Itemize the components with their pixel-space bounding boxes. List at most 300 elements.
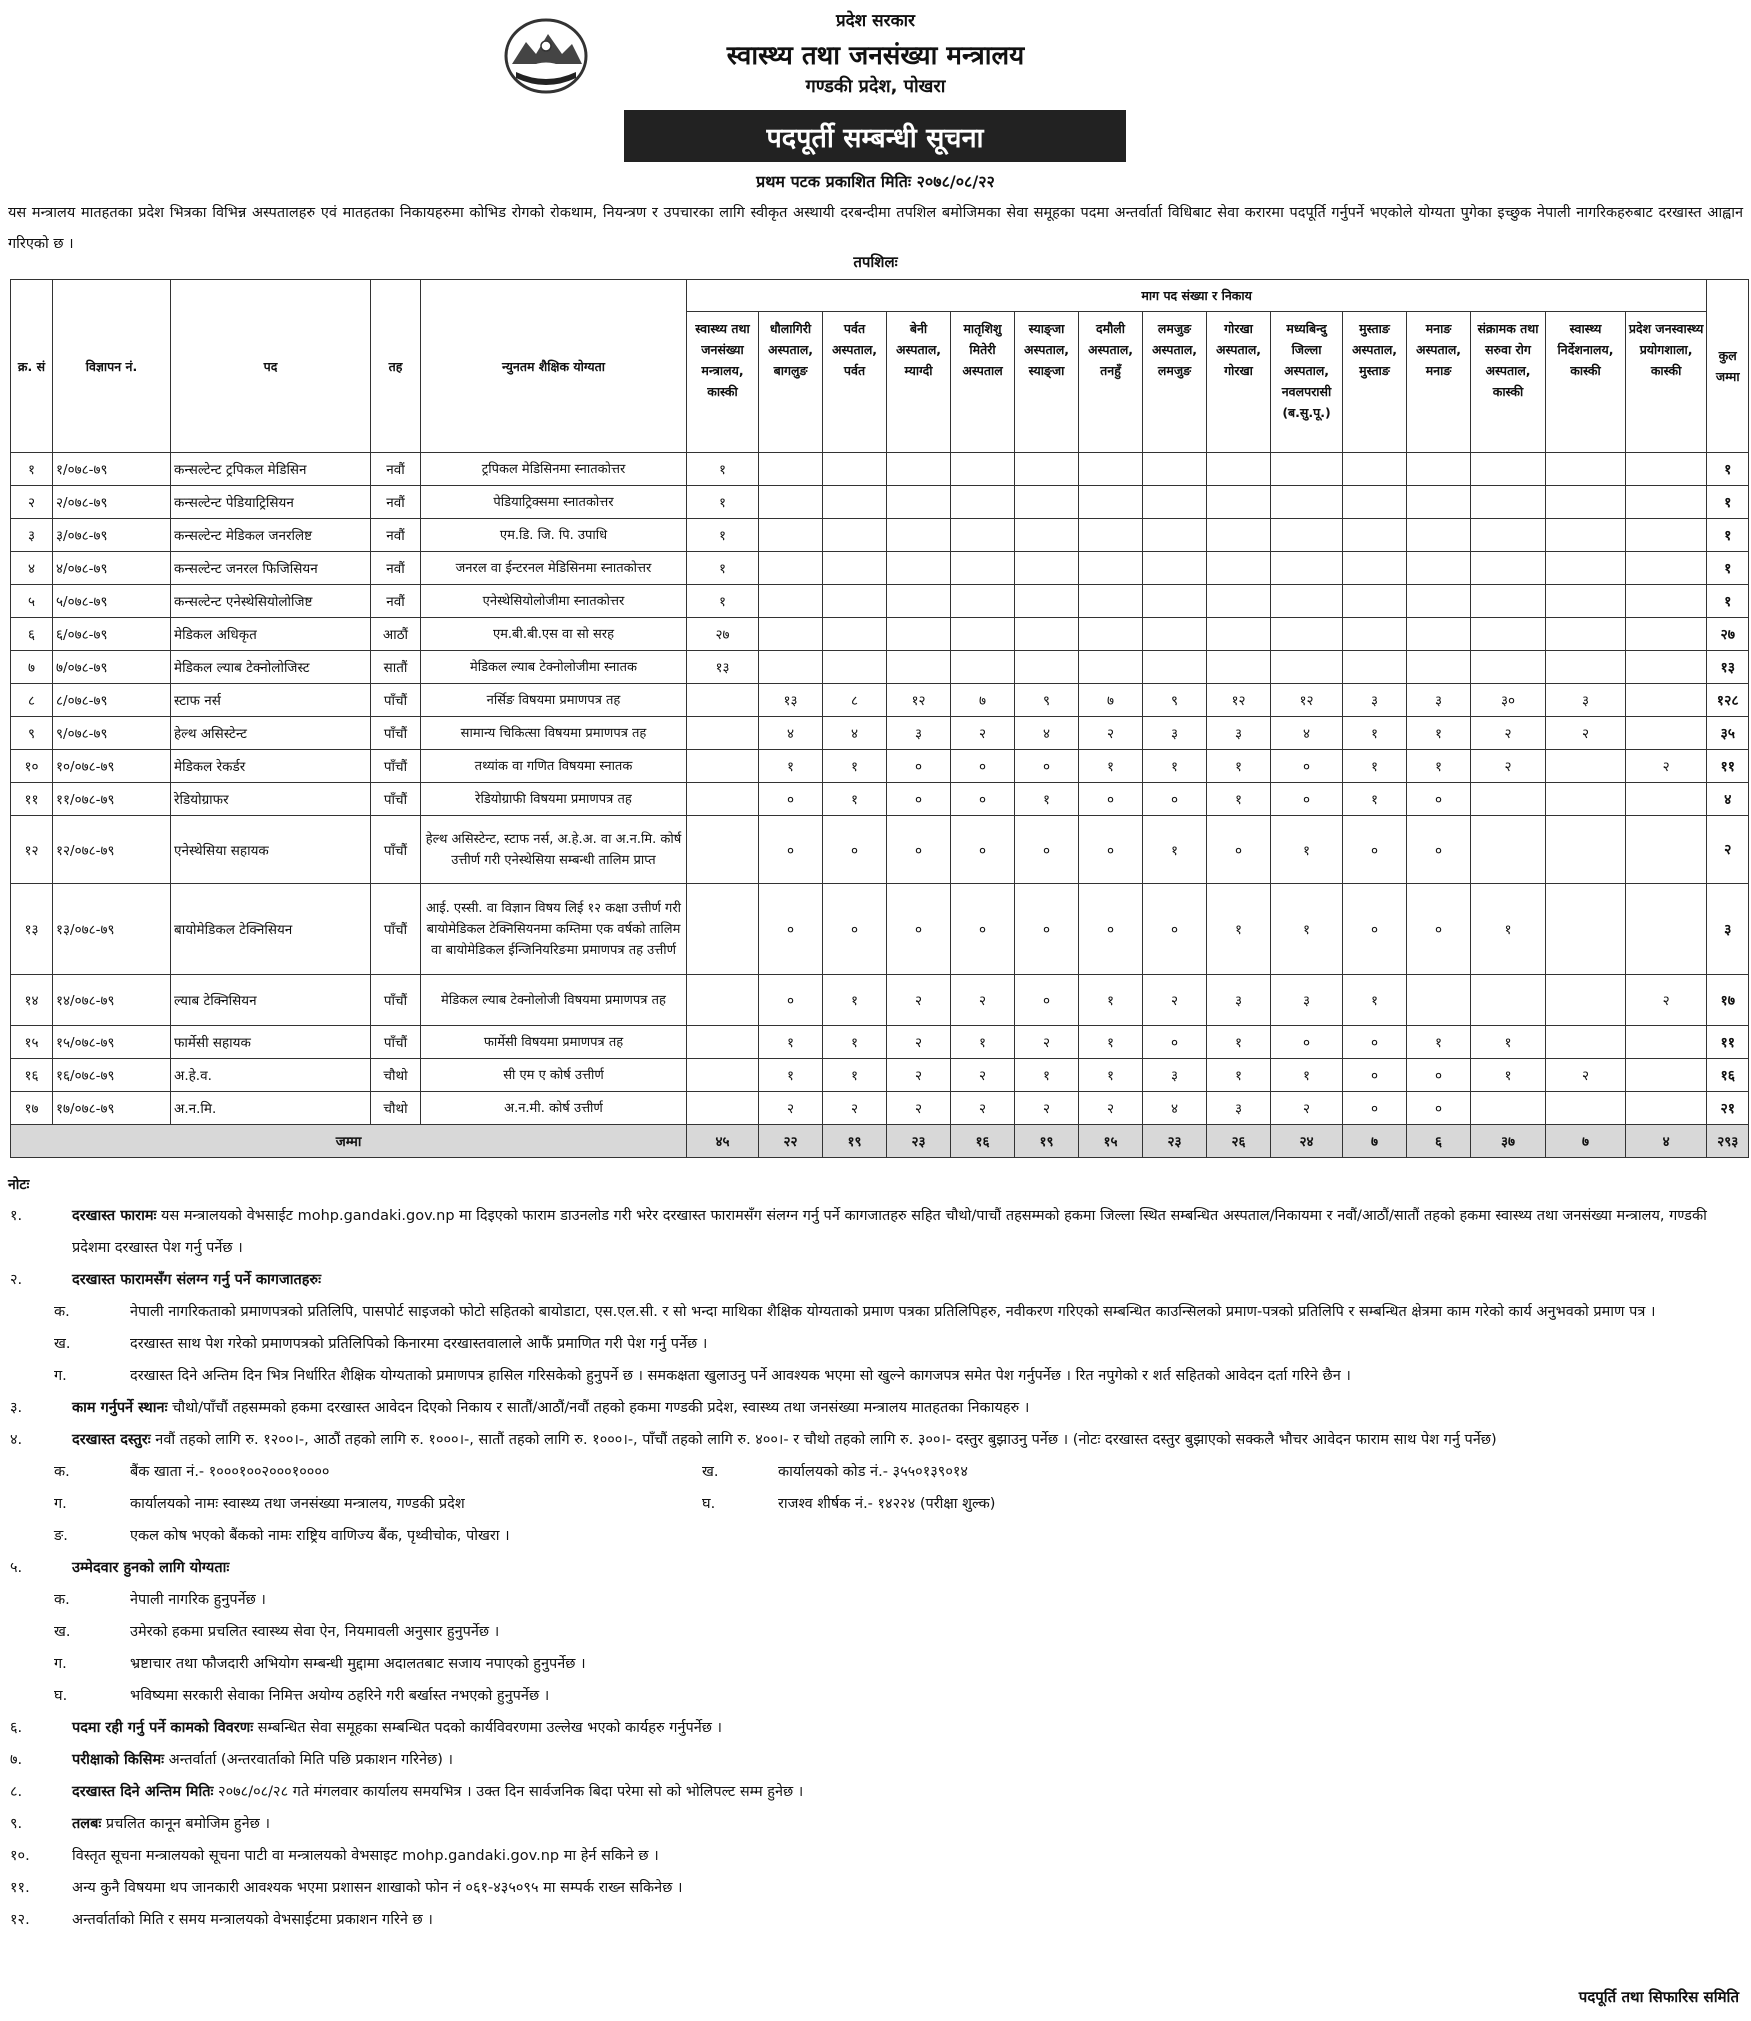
post-count: [687, 684, 759, 717]
post-count: २: [951, 717, 1015, 750]
notes-title: नोटः: [8, 1177, 30, 1193]
post-name: ल्याब टेक्निसियन: [171, 975, 371, 1026]
table-row: [11, 1026, 1749, 1059]
office-header: मुस्ताङ अस्पताल, मुस्ताङ: [1343, 312, 1407, 453]
post-count: [1143, 651, 1207, 684]
post-count: [823, 552, 887, 585]
serial-number: १२: [11, 816, 53, 884]
post-count: [887, 618, 951, 651]
post-count: [1343, 585, 1407, 618]
note-6: [10, 1712, 1745, 1744]
post-count: [1143, 552, 1207, 585]
post-count: [687, 717, 759, 750]
post-count: ०: [887, 816, 951, 884]
post-count: [823, 585, 887, 618]
note-8: [10, 1776, 1745, 1808]
committee-signature: पदपूर्ति तथा सिफारिस समिति: [1578, 1988, 1739, 2006]
note-number: ७.: [10, 1752, 23, 1768]
post-count: [1471, 1092, 1546, 1125]
post-count: [1546, 975, 1626, 1026]
post-count: १: [1471, 1026, 1546, 1059]
post-count: [1626, 1092, 1707, 1125]
post-count: [1015, 486, 1079, 519]
office-name: कार्यालयको नामः स्वास्थ्य तथा जनसंख्या मन्त्रालय, गण्डकी प्रदेश: [130, 1496, 465, 1512]
vacancy-table: [10, 279, 1749, 1158]
item-text: नेपाली नागरिक हुनुपर्नेछ ।: [130, 1592, 266, 1608]
item-letter: क.: [54, 1592, 70, 1608]
post-count: ०: [951, 884, 1015, 975]
post-level: नवौं: [371, 585, 421, 618]
post-count: १: [1207, 783, 1271, 816]
post-count: १: [823, 750, 887, 783]
qualification: एनेस्थेसियोलोजीमा स्नातकोत्तर: [421, 585, 687, 618]
note-2-item: [10, 1296, 1745, 1328]
note-number: ६.: [10, 1720, 23, 1736]
post-count: १: [823, 975, 887, 1026]
note-2-item: [10, 1360, 1745, 1392]
note-2-item: [10, 1328, 1745, 1360]
post-count: [1626, 783, 1707, 816]
row-total: ११: [1707, 1026, 1749, 1059]
post-count: १: [1271, 816, 1343, 884]
post-count: [1546, 783, 1626, 816]
post-count: ७: [951, 684, 1015, 717]
ad-number: १५/०७८-७९: [53, 1026, 171, 1059]
header-ad-no: विज्ञापन नं.: [53, 280, 171, 453]
post-count: ८: [823, 684, 887, 717]
post-count: [1207, 519, 1271, 552]
column-total: ६: [1407, 1125, 1471, 1158]
post-count: २: [951, 975, 1015, 1026]
note-heading: पदमा रही गर्नु पर्ने कामको विवरणः: [72, 1720, 254, 1736]
table-row: [11, 453, 1749, 486]
office-header: प्रदेश जनस्वास्थ्य प्रयोगशाला, कास्की: [1626, 312, 1707, 453]
item-letter: घ.: [54, 1688, 68, 1704]
post-count: ३: [1546, 684, 1626, 717]
item-letter: ख.: [54, 1624, 71, 1640]
post-count: [1546, 585, 1626, 618]
post-level: पाँचौं: [371, 884, 421, 975]
post-name: मेडिकल ल्याब टेक्नोलोजिस्ट: [171, 651, 371, 684]
post-count: [1546, 750, 1626, 783]
note-text: अन्तर्वार्ताको मिति र समय मन्त्रालयको वेभसाईटमा प्रकाशन गरिने छ ।: [72, 1912, 433, 1928]
post-count: १: [687, 453, 759, 486]
post-count: २: [823, 1092, 887, 1125]
post-count: २: [1271, 1092, 1343, 1125]
qualification: एम.बी.बी.एस वा सो सरह: [421, 618, 687, 651]
post-count: [759, 486, 823, 519]
ad-number: ५/०७८-७९: [53, 585, 171, 618]
post-name: कन्सल्टेन्ट एनेस्थेसियोलोजिष्ट: [171, 585, 371, 618]
header-total: कुल जम्मा: [1707, 280, 1749, 453]
post-count: ०: [1271, 1026, 1343, 1059]
row-total: १: [1707, 585, 1749, 618]
fee-detail-row: [10, 1520, 1745, 1552]
post-count: [1546, 884, 1626, 975]
serial-number: २: [11, 486, 53, 519]
post-count: २: [887, 1026, 951, 1059]
post-count: ३: [1143, 717, 1207, 750]
post-count: ०: [1079, 884, 1143, 975]
post-count: १: [759, 1026, 823, 1059]
post-count: [687, 1026, 759, 1059]
table-row: [11, 717, 1749, 750]
column-total: २६: [1207, 1125, 1271, 1158]
qualification: अ.न.मी. कोर्ष उत्तीर्ण: [421, 1092, 687, 1125]
qualification: नर्सिङ विषयमा प्रमाणपत्र तह: [421, 684, 687, 717]
note-heading: उम्मेदवार हुनको लागि योग्यताः: [72, 1560, 230, 1576]
post-count: २: [1015, 1092, 1079, 1125]
post-count: [1407, 519, 1471, 552]
post-count: [1546, 453, 1626, 486]
post-count: [1143, 585, 1207, 618]
office-header: पर्वत अस्पताल, पर्वत: [823, 312, 887, 453]
post-count: ३: [1207, 975, 1271, 1026]
item-letter: ख.: [54, 1336, 71, 1352]
post-count: [1343, 552, 1407, 585]
note-text: चौथो/पाँचौं तहसम्मको हकमा दरखास्त आवेदन दिएको निकाय र सातौं/आठौं/नवौं तहको हकमा गण्डकी प्रदेश, स्वास्थ्य तथा जनसंख्या मन्त्रालय मातहतका निकायहरु ।: [167, 1400, 1030, 1416]
post-count: ०: [1343, 1026, 1407, 1059]
item-text: नेपाली नागरिकताको प्रमाणपत्रको प्रतिलिपि, पासपोर्ट साइजको फोटो सहितको बायोडाटा, एस.एल.सी. र सो भन्दा माथिका शैक्षिक योग्यताको प्रमाण पत्रका प्रतिलिपिहरु, नवीकरण गरिएको सम्बन्धित काउन्सिलको प्रमाण-पत्रको प्रतिलिपि र सम्बन्धित क्षेत्रमा काम गरेको कार्य अनुभवको प्रमाण पत्र ।: [130, 1304, 1656, 1320]
post-count: [1015, 453, 1079, 486]
post-count: [687, 1092, 759, 1125]
post-count: [1271, 519, 1343, 552]
post-count: ०: [887, 783, 951, 816]
table-row: [11, 519, 1749, 552]
post-count: [1626, 519, 1707, 552]
post-count: १: [1079, 1059, 1143, 1092]
post-count: [823, 486, 887, 519]
post-count: [1079, 585, 1143, 618]
note-text: अन्तर्वार्ता (अन्तरवार्ताको मिति पछि प्रकाशन गरिनेछ) ।: [164, 1752, 453, 1768]
post-count: २: [887, 1059, 951, 1092]
note-number: १२.: [10, 1912, 30, 1928]
post-count: [1471, 519, 1546, 552]
post-count: [1271, 486, 1343, 519]
item-letter: घ.: [702, 1496, 716, 1512]
post-count: ३: [1143, 1059, 1207, 1092]
post-count: ४: [759, 717, 823, 750]
note-number: ५.: [10, 1560, 23, 1576]
post-count: [1143, 486, 1207, 519]
post-count: १: [1343, 975, 1407, 1026]
post-count: [687, 783, 759, 816]
office-header: स्वास्थ्य निर्देशनालय, कास्की: [1546, 312, 1626, 453]
post-count: १२: [1207, 684, 1271, 717]
post-count: ०: [759, 816, 823, 884]
post-count: [1015, 519, 1079, 552]
post-count: २: [1626, 975, 1707, 1026]
row-total: ११: [1707, 750, 1749, 783]
post-count: १: [823, 1059, 887, 1092]
post-count: [951, 585, 1015, 618]
serial-number: १३: [11, 884, 53, 975]
post-count: ०: [1015, 884, 1079, 975]
post-count: १: [1143, 816, 1207, 884]
row-total: २७: [1707, 618, 1749, 651]
ad-number: १२/०७८-७९: [53, 816, 171, 884]
qualification: ट्रपिकल मेडिसिनमा स्नातकोत्तर: [421, 453, 687, 486]
post-count: १: [1407, 717, 1471, 750]
note-text: अन्य कुनै विषयमा थप जानकारी आवश्यक भएमा प्रशासन शाखाको फोन नं ०६१-४३५०९५ मा सम्पर्क राख्न सकिनेछ ।: [72, 1880, 683, 1896]
table-row: [11, 750, 1749, 783]
post-count: [1079, 618, 1143, 651]
post-count: [1546, 651, 1626, 684]
post-name: फार्मेसी सहायक: [171, 1026, 371, 1059]
ministry-name: स्वास्थ्य तथा जनसंख्या मन्त्रालय: [726, 41, 1025, 71]
post-count: २: [951, 1092, 1015, 1125]
post-count: [1207, 651, 1271, 684]
post-count: १२: [1271, 684, 1343, 717]
office-header: मातृशिशु मितेरी अस्पताल: [951, 312, 1015, 453]
post-count: [951, 651, 1015, 684]
table-row: [11, 816, 1749, 884]
item-letter: ख.: [702, 1464, 719, 1480]
post-name: मेडिकल अधिकृत: [171, 618, 371, 651]
ad-number: ४/०७८-७९: [53, 552, 171, 585]
post-level: नवौं: [371, 552, 421, 585]
office-header: मनाङ अस्पताल, मनाङ: [1407, 312, 1471, 453]
column-total: १६: [951, 1125, 1015, 1158]
qualification: एम.डि. जि. पि. उपाधि: [421, 519, 687, 552]
serial-number: १७: [11, 1092, 53, 1125]
office-header: बेनी अस्पताल, म्याग्दी: [887, 312, 951, 453]
post-count: [1626, 1026, 1707, 1059]
post-count: २: [1079, 1092, 1143, 1125]
post-count: ०: [1271, 783, 1343, 816]
post-count: १: [1207, 1026, 1271, 1059]
post-count: १: [1015, 783, 1079, 816]
header-post: पद: [171, 280, 371, 453]
post-count: ३: [1407, 684, 1471, 717]
post-count: [951, 519, 1015, 552]
post-count: ०: [1079, 783, 1143, 816]
notes-list: [10, 1200, 1745, 1936]
post-count: [1471, 651, 1546, 684]
post-count: [759, 618, 823, 651]
post-count: १२: [887, 684, 951, 717]
post-count: २: [1143, 975, 1207, 1026]
serial-number: ८: [11, 684, 53, 717]
post-count: ०: [1407, 1092, 1471, 1125]
post-count: [887, 651, 951, 684]
post-level: सातौं: [371, 651, 421, 684]
row-total: १७: [1707, 975, 1749, 1026]
post-count: [1471, 816, 1546, 884]
qualification: जनरल वा ईन्टरनल मेडिसिनमा स्नातकोत्तर: [421, 552, 687, 585]
ad-number: २/०७८-७९: [53, 486, 171, 519]
post-level: चौथो: [371, 1092, 421, 1125]
post-count: १: [1343, 750, 1407, 783]
post-count: ४: [1143, 1092, 1207, 1125]
post-count: [1626, 1059, 1707, 1092]
post-count: १: [1079, 975, 1143, 1026]
post-count: १: [687, 585, 759, 618]
post-count: [1271, 585, 1343, 618]
post-count: ०: [1207, 816, 1271, 884]
post-count: [1015, 618, 1079, 651]
post-level: चौथो: [371, 1059, 421, 1092]
post-count: १३: [759, 684, 823, 717]
post-count: [1546, 1092, 1626, 1125]
fee-detail-row: [10, 1456, 1745, 1488]
post-count: [887, 519, 951, 552]
post-count: [1079, 519, 1143, 552]
post-name: हेल्थ असिस्टेन्ट: [171, 717, 371, 750]
post-count: [1207, 453, 1271, 486]
note-5-item: [10, 1616, 1745, 1648]
post-name: रेडियोग्राफर: [171, 783, 371, 816]
post-count: २: [1626, 750, 1707, 783]
note-number: ११.: [10, 1880, 30, 1896]
vacancy-rows: [11, 453, 1749, 1125]
post-count: [1143, 519, 1207, 552]
post-count: ०: [1015, 750, 1079, 783]
post-count: [1471, 453, 1546, 486]
column-total: २३: [1143, 1125, 1207, 1158]
item-text: भ्रष्टाचार तथा फौजदारी अभियोग सम्बन्धी मुद्दामा अदालतबाट सजाय नपाएको हुनुपर्नेछ ।: [130, 1656, 586, 1672]
note-2: [10, 1264, 1745, 1296]
post-count: [887, 585, 951, 618]
post-count: १: [1343, 717, 1407, 750]
post-level: आठौं: [371, 618, 421, 651]
post-count: [1015, 552, 1079, 585]
note-heading: काम गर्नुपर्ने स्थानः: [72, 1400, 168, 1416]
post-count: [1471, 783, 1546, 816]
post-count: [1471, 486, 1546, 519]
table-row: [11, 684, 1749, 717]
post-count: [1626, 884, 1707, 975]
post-count: १: [687, 486, 759, 519]
published-date: प्रथम पटक प्रकाशित मितिः २०७८/०८/२२: [756, 172, 995, 191]
note-9: [10, 1808, 1745, 1840]
post-count: [1407, 552, 1471, 585]
note-number: ३.: [10, 1400, 23, 1416]
post-count: ४: [1271, 717, 1343, 750]
post-count: ०: [1407, 1059, 1471, 1092]
post-count: [951, 618, 1015, 651]
post-count: [1079, 486, 1143, 519]
note-7: [10, 1744, 1745, 1776]
post-count: ३: [1207, 1092, 1271, 1125]
totals-label: जम्मा: [11, 1125, 687, 1158]
item-text: दरखास्त दिने अन्तिम दिन भित्र निर्धारित शैक्षिक योग्यताको प्रमाणपत्र हासिल गरिसकेको हुनुपर्ने छ । समकक्षता खुलाउनु पर्ने आवश्यक भएमा सो खुल्ने कागजपत्र समेत पेश गर्नुपर्नेछ । रित नपुगेको र शर्त सहितको आवेदन दर्ता गरिने छैन ।: [130, 1368, 1351, 1384]
ad-number: ७/०७८-७९: [53, 651, 171, 684]
post-count: [1471, 975, 1546, 1026]
note-4: [10, 1424, 1745, 1456]
post-count: ०: [1271, 750, 1343, 783]
ad-number: १४/०७८-७९: [53, 975, 171, 1026]
row-total: ३५: [1707, 717, 1749, 750]
item-letter: ङ.: [54, 1528, 68, 1544]
note-heading: दरखास्त दस्तुरः: [72, 1432, 151, 1448]
post-level: पाँचौं: [371, 717, 421, 750]
post-count: [1626, 717, 1707, 750]
post-count: [1015, 651, 1079, 684]
note-text: नवौं तहको लागि रु. १२००।-, आठौं तहको लागि रु. १०००।-, सातौं तहको लागि रु. १०००।-, पाँचौं तहको लागि रु. ४००।- र चौथो तहको लागि रु. ३००।- दस्तुर बुझाउनु पर्नेछ । (नोटः दरखास्त दस्तुर बुझाएको सक्कलै भौचर आवेदन फाराम साथ पेश गर्नु पर्नेछ): [150, 1432, 1497, 1448]
row-total: १२८: [1707, 684, 1749, 717]
header-demand-group: माग पद संख्या र निकाय: [687, 280, 1707, 312]
post-count: २: [1471, 717, 1546, 750]
office-header: संक्रामक तथा सरुवा रोग अस्पताल, कास्की: [1471, 312, 1546, 453]
note-number: १.: [10, 1208, 23, 1224]
post-count: [687, 975, 759, 1026]
row-total: १: [1707, 519, 1749, 552]
post-level: नवौं: [371, 453, 421, 486]
post-level: नवौं: [371, 486, 421, 519]
table-row: [11, 783, 1749, 816]
header-qualification: न्युनतम शैक्षिक योग्यता: [421, 280, 687, 453]
table-row: [11, 651, 1749, 684]
post-count: [759, 585, 823, 618]
post-count: १: [823, 1026, 887, 1059]
row-total: २: [1707, 816, 1749, 884]
post-count: २: [1546, 1059, 1626, 1092]
post-count: [1626, 816, 1707, 884]
post-count: [1343, 486, 1407, 519]
post-count: [1271, 453, 1343, 486]
post-count: १: [1143, 750, 1207, 783]
note-5-item: [10, 1680, 1745, 1712]
post-count: [1143, 453, 1207, 486]
qualification: रेडियोग्राफी विषयमा प्रमाणपत्र तह: [421, 783, 687, 816]
post-count: ०: [1407, 884, 1471, 975]
post-count: ०: [1079, 816, 1143, 884]
note-text: प्रचलित कानून बमोजिम हुनेछ ।: [101, 1816, 270, 1832]
post-count: ०: [1015, 816, 1079, 884]
post-count: १: [1471, 884, 1546, 975]
serial-number: ५: [11, 585, 53, 618]
post-count: ०: [951, 816, 1015, 884]
post-name: बायोमेडिकल टेक्निसियन: [171, 884, 371, 975]
serial-number: ९: [11, 717, 53, 750]
post-count: [1407, 486, 1471, 519]
note-heading: परीक्षाको किसिमः: [72, 1752, 165, 1768]
office-header: धौलागिरी अस्पताल, बागलुङ: [759, 312, 823, 453]
post-count: [1015, 585, 1079, 618]
column-total: ७: [1343, 1125, 1407, 1158]
post-count: १: [1207, 750, 1271, 783]
post-name: कन्सल्टेन्ट पेडियाट्रिसियन: [171, 486, 371, 519]
qualification: फार्मेसी विषयमा प्रमाणपत्र तह: [421, 1026, 687, 1059]
column-total: ४५: [687, 1125, 759, 1158]
post-count: [687, 750, 759, 783]
note-5-item: [10, 1584, 1745, 1616]
post-name: कन्सल्टेन्ट जनरल फिजिसियन: [171, 552, 371, 585]
column-total: २४: [1271, 1125, 1343, 1158]
fee-detail-row: [10, 1488, 1745, 1520]
post-count: [759, 519, 823, 552]
revenue-head: राजश्व शीर्षक नं.- १४२२४ (परीक्षा शुल्क): [778, 1496, 996, 1512]
row-total: ४: [1707, 783, 1749, 816]
post-count: [1471, 618, 1546, 651]
note-5-item: [10, 1648, 1745, 1680]
post-level: नवौं: [371, 519, 421, 552]
bank-name: एकल कोष भएको बैंकको नामः राष्ट्रिय वाणिज्य बैंक, पृथ्वीचोक, पोखरा ।: [130, 1528, 510, 1544]
schedule-label: तपशिलः: [853, 253, 898, 271]
qualification: पेडियाट्रिक्समा स्नातकोत्तर: [421, 486, 687, 519]
row-total: १३: [1707, 651, 1749, 684]
qualification: तथ्यांक वा गणित विषयमा स्नातक: [421, 750, 687, 783]
intro-paragraph: यस मन्त्रालय मातहतका प्रदेश भित्रका विभिन्न अस्पतालहरु एवं मातहतका निकायहरुमा कोभिड रोगको रोकथाम, नियन्त्रण र उपचारका लागि स्वीकृत अस्थायी दरबन्दीमा तपशिल बमोजिमका सेवा समूहका पदमा अन्तर्वार्ता विधिबाट सेवा करारमा पदपूर्ति गर्नुपर्ने भएकोले योग्यता पुगेका इच्छुक नेपाली नागरिकहरुबाट दरखास्त आह्वान गरिएको छ ।: [8, 205, 1743, 252]
column-total: १९: [823, 1125, 887, 1158]
note-text: २०७८/०८/२८ गते मंगलवार कार्यालय समयभित्र । उक्त दिन सार्वजनिक बिदा परेमा सो को भोलिपल्ट सम्म हुनेछ ।: [213, 1784, 804, 1800]
item-letter: ग.: [54, 1496, 67, 1512]
post-count: १: [1207, 884, 1271, 975]
post-count: ०: [1407, 816, 1471, 884]
post-count: [1079, 552, 1143, 585]
post-count: [1546, 618, 1626, 651]
